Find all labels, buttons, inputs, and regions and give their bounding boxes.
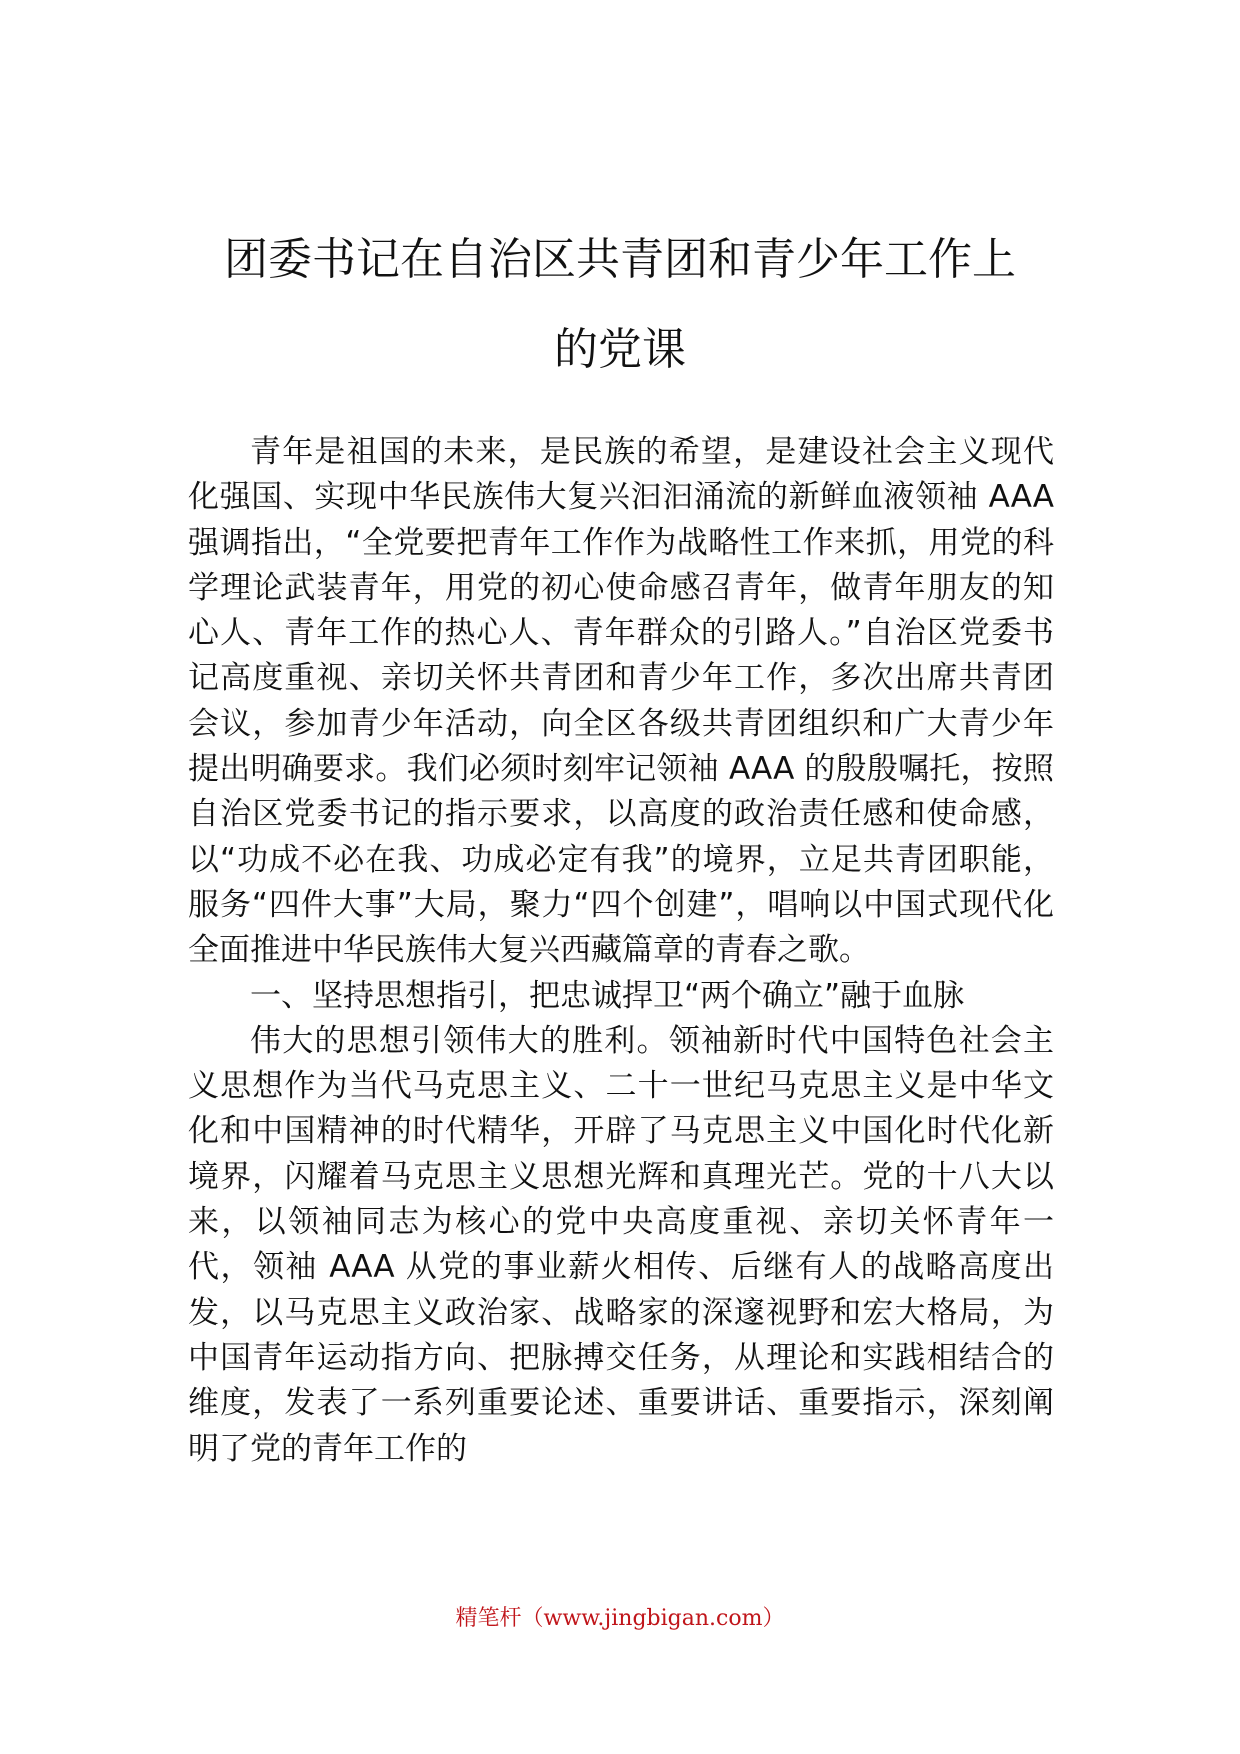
section-heading-1: 一、坚持思想指引，把忠诚捍卫“两个确立”融于血脉 [250,977,965,1014]
paragraph-intro: 青年是祖国的未来，是民族的希望，是建设社会主义现代化强国、实现中华民族伟大复兴汩汩涌流的新鲜血液领袖 AAA 强调指出，“全党要把青年工作作为战略性工作来抓，用党的科学理论武装青年，用党的初心使命感召青年，做青年朋友的知心人、青年工作的热心人、青年群众的引路人。”自治区党委书记高度重视、亲切关怀共青团和青少年工作，多次出席共青团会议，参加青少年活动，向全区各级共青团组织和广大青少年提出明确要求。我们必须时刻牢记领袖 AAA 的殷殷嘱托，按照自治区党委书记的指示要求，以高度的政治责任感和使命感，以“功成不必在我、功成必定有我”的境界，立足共青团职能，服务“四件大事”大局，聚力“四个创建”，唱响以中国式现代化全面推进中华民族伟大复兴西藏篇章的青春之歌。 [188,434,1054,969]
paragraph-section-1: 伟大的思想引领伟大的胜利。领袖新时代中国特色社会主义思想作为当代马克思主义、二十一世纪马克思主义是中华文化和中国精神的时代精华，开辟了马克思主义中国化时代化新境界，闪耀着马克思主义思想光辉和真理光芒。党的十八大以来，以领袖同志为核心的党中央高度重视、亲切关怀青年一代，领袖 AAA 从党的事业薪火相传、后继有人的战略高度出发，以马克思主义政治家、战略家的深邃视野和宏大格局，为中国青年运动指方向、把脉搏交任务，从理论和实践相结合的维度，发表了一系列重要论述、重要讲话、重要指示，深刻阐明了党的青年工作的 [188,1022,1054,1467]
document-title-line-1: 团委书记在自治区共青团和青少年工作上 [224,234,1016,285]
document-title-line-2: 的党课 [554,324,686,375]
document-body [188,430,1054,1472]
footer-watermark-text: 精笔杆（www.jingbigan.com） [455,1606,785,1631]
